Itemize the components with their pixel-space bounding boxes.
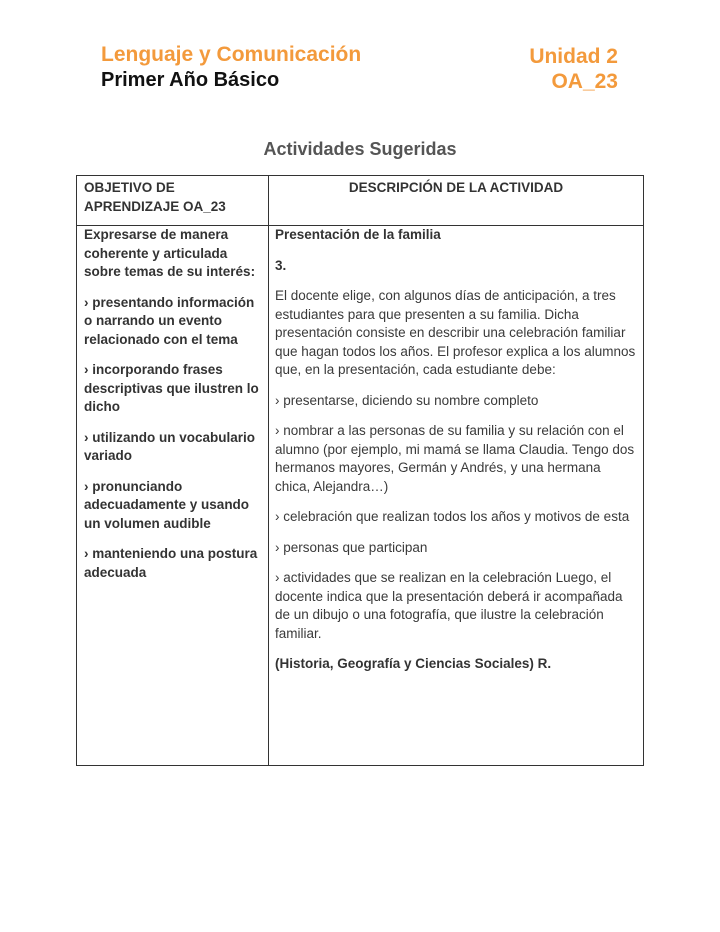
activity-item: › personas que participan: [275, 539, 428, 555]
section-title: Actividades Sugeridas: [263, 139, 457, 159]
activity-item: › nombrar a las personas de su familia y su relación con el alumno (por ejemplo, mi mamá se llama Claudia. Tengo dos hermanos mayores, Germán y Andrés, y una hermana chica, Alejandra…): [275, 423, 635, 494]
activity-item: › presentarse, diciendo su nombre completo: [275, 392, 539, 408]
activity-title: Presentación de la familia: [275, 227, 441, 242]
objective-item: › manteniendo una postura adecuada: [84, 546, 258, 580]
objective-item: › presentando información o narrando un evento relacionado con el tema: [84, 294, 255, 347]
document-header-right: [529, 44, 618, 94]
activity-intro: El docente elige, con algunos días de anticipación, a tres estudiantes para que presenten a su familia. Dicha presentación consiste en describir una celebración familiar que hagan todos los años. El profesor explica a los alumnos que, en la presentación, cada estudiante debe:: [275, 288, 636, 377]
activity-table: [76, 175, 644, 766]
activity-item: › celebración que realizan todos los años y motivos de esta: [275, 509, 630, 524]
document-header-left: [101, 42, 361, 93]
objective-item: Expresarse de manera coherente y articulada sobre temas de su interés:: [84, 227, 256, 279]
unit-label: Unidad 2: [529, 45, 618, 68]
activity-item: › actividades que se realizan en la celebración Luego, el docente indica que la presentación deberá ir acompañada de un dibujo o una fotografía, que ilustre la celebración familiar.: [275, 570, 623, 641]
activity-number: 3.: [275, 257, 287, 273]
objective-code: OA_23: [551, 70, 618, 93]
activity-footer: (Historia, Geografía y Ciencias Sociales) R.: [275, 656, 552, 671]
objective-item: › pronunciando adecuadamente y usando un volumen audible: [84, 478, 250, 531]
grade-title: Primer Año Básico: [101, 69, 280, 91]
column-divider: [268, 176, 269, 765]
subject-title: Lenguaje y Comunicación: [101, 43, 362, 66]
objective-column-header: OBJETIVO DE APRENDIZAJE OA_23: [84, 180, 226, 214]
objective-item: › incorporando frases descriptivas que ilustren lo dicho: [84, 362, 259, 414]
description-cell: [275, 226, 637, 686]
description-column-header: DESCRIPCIÓN DE LA ACTIVIDAD: [348, 180, 564, 195]
objectives-cell: [84, 226, 266, 594]
objective-item: › utilizando un vocabulario variado: [84, 429, 256, 463]
